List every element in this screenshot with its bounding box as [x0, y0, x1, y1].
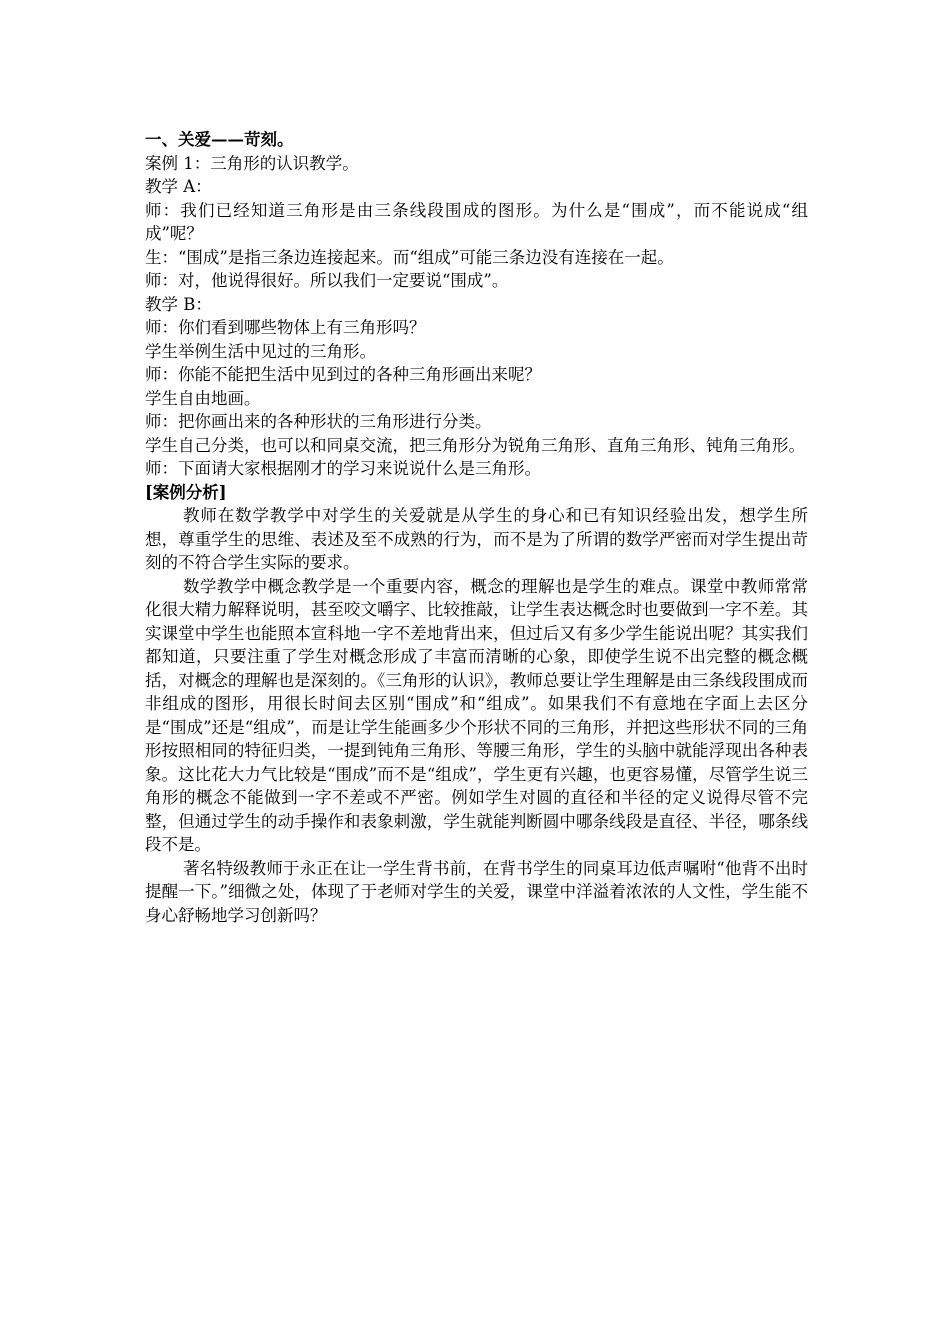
teaching-b-line: 师：你们看到哪些物体上有三角形吗？	[145, 318, 426, 337]
analysis-paragraph: 著名特级教师于永正在让一学生背书前，在背书学生的同桌耳边低声嘱咐“他背不出时提醒一下。”细微之处，体现了于老师对学生的关爱，课堂中洋溢着浓浓的人文性，学生能不身心舒畅地学习创新吗？	[145, 858, 808, 925]
section-heading: 一、关爱——苛刻。	[145, 130, 294, 149]
teaching-b-line: 师：把你画出来的各种形状的三角形进行分类。	[145, 412, 492, 431]
teaching-b-line: 师：下面请大家根据刚才的学习来说说什么是三角形。	[145, 459, 541, 478]
document-page	[145, 128, 808, 927]
teaching-a-label: 教学 A：	[145, 177, 212, 196]
teaching-a-line: 师：我们已经知道三角形是由三条线段围成的图形。为什么是“围成”，而不能说成“组成”呢？	[145, 200, 808, 243]
analysis-paragraph: 数学教学中概念教学是一个重要内容，概念的理解也是学生的难点。课堂中教师常常化很大精力解释说明，甚至咬文嚼字、比较推敲，让学生表达概念时也要做到一字不差。其实课堂中学生也能照本宣科地一字不差地背出来，但过后又有多少学生能说出呢？其实我们都知道，只要注重了学生对概念形成了丰富而清晰的心象，即使学生说不出完整的概念概括，对概念的理解也是深刻的。《三角形的认识》，教师总要让学生理解是由三条线段围成而非组成的图形，用很长时间去区别“围成”和“组成”。如果我们不有意地在字面上去区分是“围成”还是“组成”，而是让学生能画多少个形状不同的三角形，并把这些形状不同的三角形按照相同的特征归类，一提到钝角三角形、等腰三角形，学生的头脑中就能浮现出各种表象。这比花大力气比较是“围成”而不是“组成”，学生更有兴趣，也更容易懂，尽管学生说三角形的概念不能做到一字不差或不严密。例如学生对圆的直径和半径的定义说得尽管不完整，但通过学生的动手操作和表象刺激，学生就能判断圆中哪条线段是直径、半径，哪条线段不是。	[145, 576, 808, 854]
teaching-b-line: 学生举例生活中见过的三角形。	[145, 341, 376, 361]
teaching-b-line: 师：你能不能把生活中见到过的各种三角形画出来呢？	[145, 365, 541, 384]
case-title: 案例 1：三角形的认识教学。	[145, 153, 359, 173]
teaching-b-label: 教学 B：	[145, 294, 212, 314]
teaching-b-line: 学生自己分类，也可以和同桌交流，把三角形分为锐角三角形、直角三角形、钝角三角形。	[145, 435, 805, 455]
teaching-a-line: 生：“围成”是指三条边连接起来。而“组成”可能三条边没有连接在一起。	[145, 247, 674, 267]
analysis-heading: [案例分析]	[145, 482, 227, 502]
teaching-b-line: 学生自由地画。	[145, 388, 261, 408]
teaching-a-line: 师：对，他说得很好。所以我们一定要说“围成”。	[145, 271, 509, 290]
analysis-paragraph: 教师在数学教学中对学生的关爱就是从学生的身心和已有知识经验出发，想学生所想，尊重学生的思维、表述及至不成熟的行为，而不是为了所谓的数学严密而对学生提出苛刻的不符合学生实际的要求。	[145, 506, 808, 572]
